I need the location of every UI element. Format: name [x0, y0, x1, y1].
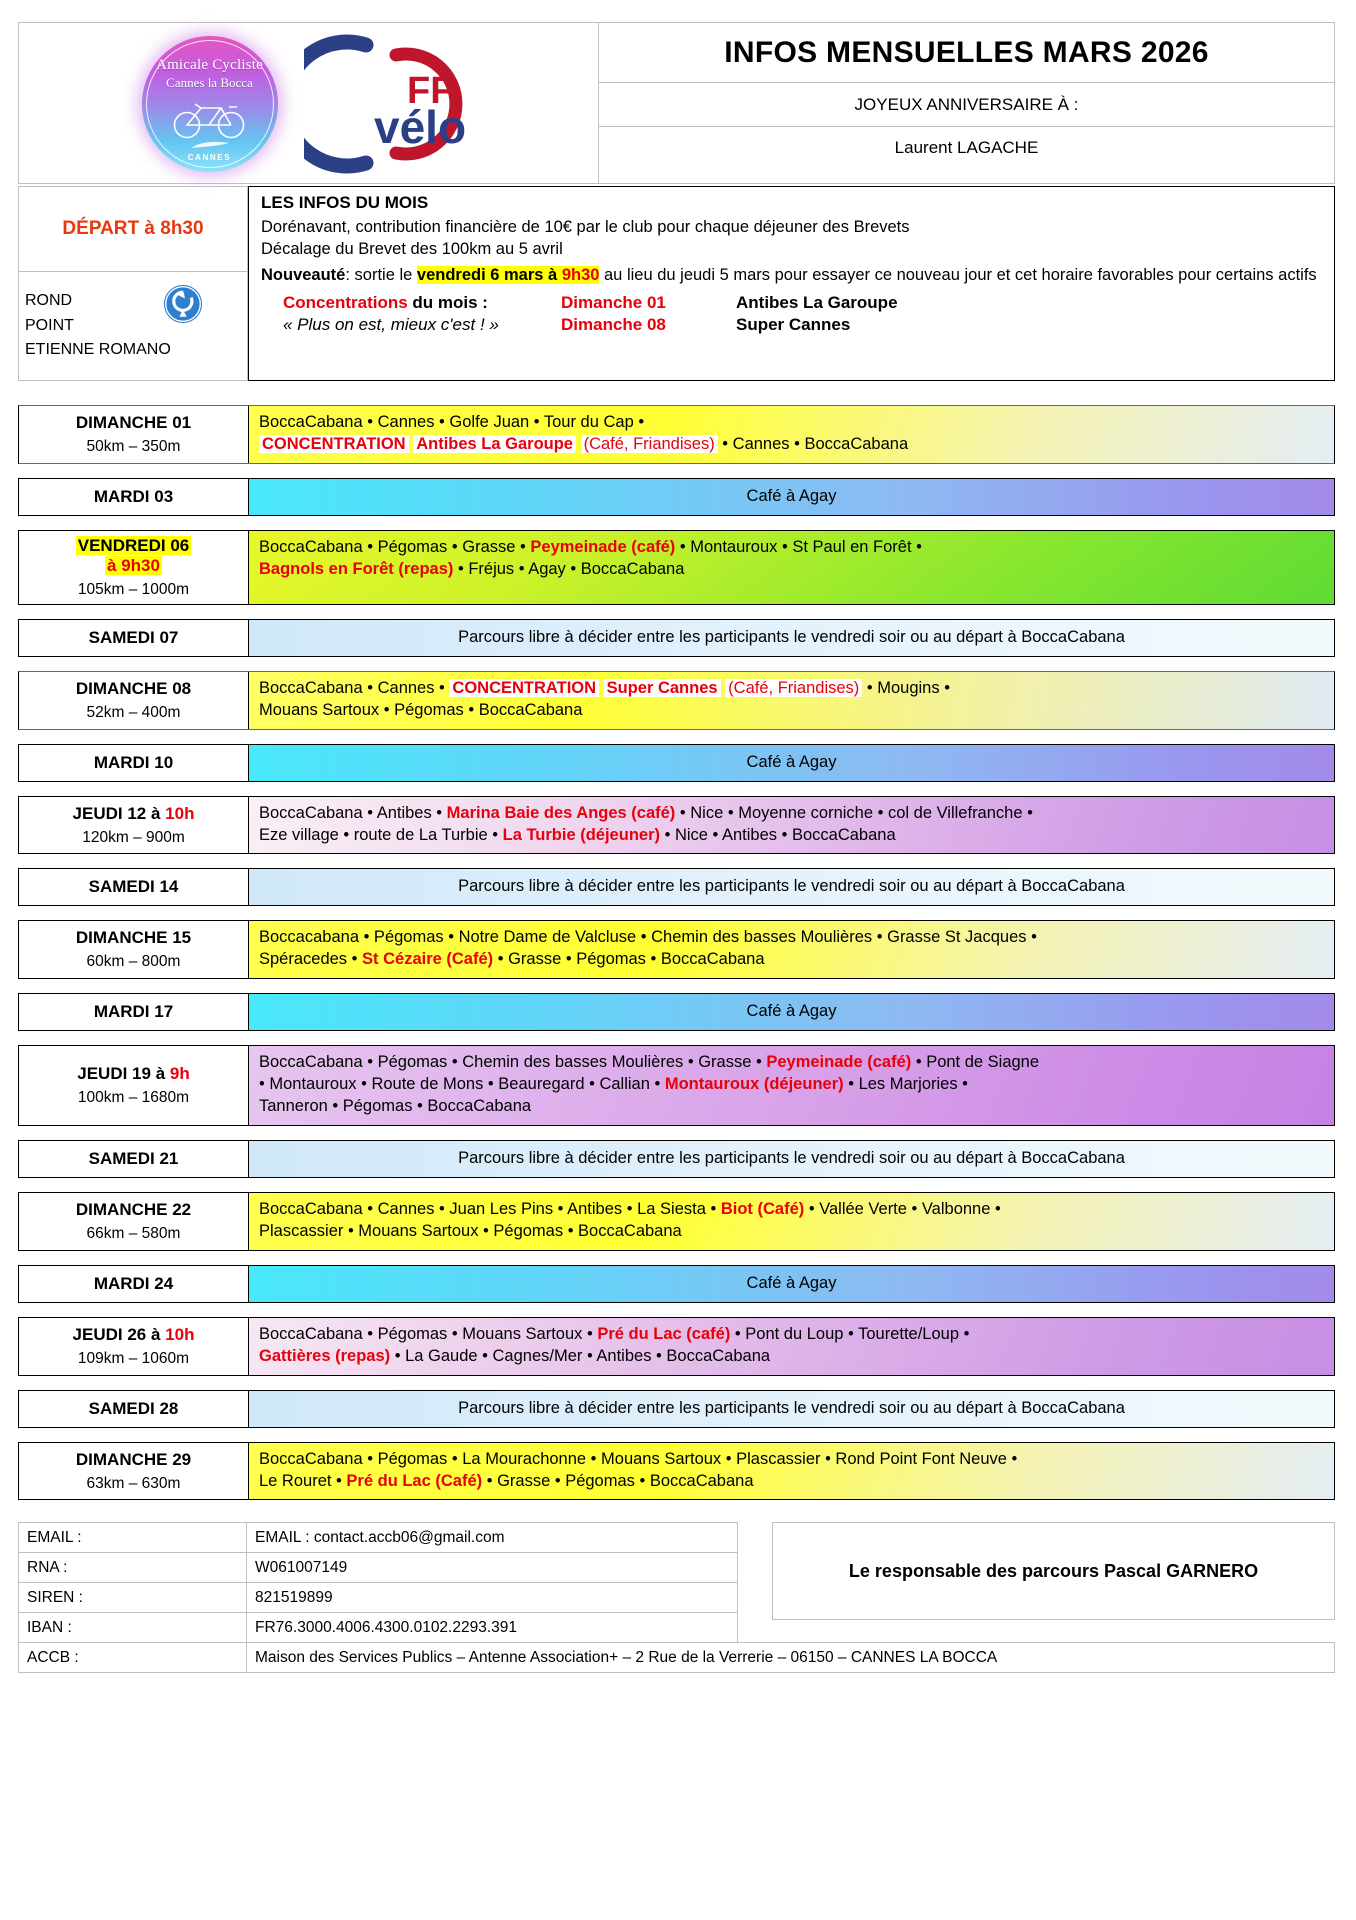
- day-name: JEUDI 26 à 10h: [72, 1324, 195, 1344]
- address-key: ACCB :: [19, 1643, 247, 1673]
- route-line: [259, 1199, 1326, 1221]
- route-line: [259, 537, 1326, 559]
- free-ride-text: Parcours libre à décider entre les participants le vendredi soir ou au départ à BoccaCabana: [458, 1149, 1125, 1167]
- depart-cell: [18, 186, 248, 272]
- day-name: DIMANCHE 08: [75, 678, 192, 698]
- row-separator: [18, 1376, 1335, 1390]
- schedule-row-day: [19, 869, 249, 905]
- route-segment: Mouans Sartoux • Pégomas • BoccaCabana: [259, 700, 583, 719]
- route-segment: BoccaCabana • Pégomas • Grasse •: [259, 537, 531, 556]
- birthday-label: JOYEUX ANNIVERSAIRE À :: [599, 83, 1334, 127]
- route-highlight-segment: Montauroux (déjeuner): [664, 1075, 844, 1094]
- day-name: DIMANCHE 15: [75, 928, 192, 948]
- route-line: [259, 803, 1326, 825]
- infos-line2: Décalage du Brevet des 100km au 5 avril: [261, 240, 563, 259]
- row-separator: [18, 605, 1335, 619]
- infos-line1: Dorénavant, contribution financière de 10€ par le club pour chaque déjeuner des Brevets: [261, 218, 910, 236]
- concentrations-table: [261, 292, 1324, 336]
- route-segment: BoccaCabana • Cannes • Juan Les Pins • Antibes • La Siesta •: [259, 1199, 721, 1218]
- contact-row: [19, 1553, 738, 1583]
- info-block: [18, 186, 1335, 381]
- row-separator: [18, 730, 1335, 744]
- schedule-row: [18, 993, 1335, 1031]
- row-separator: [18, 1178, 1335, 1192]
- route-segment: • Cannes • BoccaCabana: [717, 434, 909, 453]
- roundabout-icon: [163, 284, 203, 324]
- row-separator: [18, 906, 1335, 920]
- route-segment: BoccaCabana • Cannes • Golfe Juan • Tour du Cap •: [259, 413, 645, 431]
- route-highlight-segment: Antibes La Garoupe: [413, 435, 576, 453]
- day-name: MARDI 03: [93, 486, 174, 506]
- route-highlight-segment: Peymeinade (café): [766, 1053, 912, 1072]
- route-line: [259, 412, 1326, 434]
- schedule-row: [18, 796, 1335, 855]
- schedule-row-day: [19, 1391, 249, 1427]
- schedule-row-day: [19, 620, 249, 656]
- schedule-row-day: [19, 994, 249, 1030]
- day-name: MARDI 17: [93, 1002, 174, 1022]
- route-highlight-segment: Peymeinade (café): [530, 537, 676, 556]
- route-segment: Le Rouret •: [259, 1471, 347, 1490]
- route-highlight-segment: Gattières (repas): [259, 1346, 391, 1365]
- info-sidebar: [18, 186, 248, 381]
- route-line: [259, 1346, 1326, 1368]
- row-separator: [18, 854, 1335, 868]
- wing-icon: [189, 139, 231, 151]
- free-ride-text: Parcours libre à décider entre les participants le vendredi soir ou au départ à BoccaCabana: [458, 877, 1125, 896]
- ffvelo-ff-text: FF: [406, 70, 453, 112]
- route-line: [259, 678, 1326, 700]
- day-name: SAMEDI 28: [88, 1398, 179, 1418]
- route-highlight-segment: Biot (Café): [720, 1199, 805, 1218]
- day-distance: 63km – 630m: [86, 1474, 181, 1492]
- day-distance: 52km – 400m: [86, 703, 181, 721]
- nouveaute-text-mid: à: [543, 266, 562, 285]
- route-line: [259, 434, 1326, 456]
- schedule-row: [18, 1265, 1335, 1303]
- route-segment: • Pont de Siagne: [911, 1053, 1040, 1072]
- infos-du-mois-box: [248, 186, 1335, 381]
- rond-line3: ETIENNE ROMANO: [25, 341, 171, 359]
- schedule-row: [18, 478, 1335, 516]
- route-line: [259, 1221, 1326, 1243]
- day-name: MARDI 10: [93, 752, 174, 772]
- row-separator: [18, 1428, 1335, 1442]
- route-segment: BoccaCabana • Pégomas • La Mourachonne • Mouans Sartoux • Plascassier • Rond Point Font Neuve •: [259, 1449, 1018, 1468]
- row-separator: [18, 391, 1335, 405]
- schedule-row-description: [249, 479, 1334, 515]
- concentration-row: [261, 314, 1324, 336]
- route-highlight-segment: (Café, Friandises): [725, 679, 862, 697]
- concentrations-rest: du mois :: [407, 293, 488, 313]
- schedule-row-day: [19, 1266, 249, 1302]
- route-segment: • Montauroux • St Paul en Forêt •: [675, 537, 922, 556]
- birthday-name: Laurent LAGACHE: [894, 138, 1039, 157]
- route-line: [259, 825, 1326, 847]
- contact-key: RNA :: [19, 1553, 247, 1583]
- schedule-row: [18, 920, 1335, 979]
- responsable-box: Le responsable des parcours Pascal GARNERO: [772, 1522, 1335, 1620]
- row-separator: [18, 1031, 1335, 1045]
- day-name: SAMEDI 21: [88, 1148, 179, 1168]
- schedule-row-day: [19, 921, 249, 978]
- accb-logo-line3: CANNES: [187, 153, 232, 162]
- day-distance: 109km – 1060m: [77, 1349, 190, 1367]
- concentration-row: [261, 292, 1324, 314]
- day-distance: 50km – 350m: [86, 437, 181, 455]
- row-separator: [18, 1251, 1335, 1265]
- header-text-area: [599, 23, 1334, 183]
- day-distance: 60km – 800m: [86, 953, 181, 971]
- schedule-row-day: [19, 745, 249, 781]
- accb-logo-line2: Cannes la Bocca: [166, 75, 253, 90]
- document-header: [18, 22, 1335, 184]
- schedule-row-description: [249, 1443, 1334, 1500]
- bicycle-icon: [171, 95, 249, 139]
- nouveaute-highlight-time: 9h30: [561, 266, 600, 285]
- schedule-row-description: [249, 672, 1334, 729]
- route-line: [259, 1471, 1326, 1493]
- infos-nouveaute: [261, 264, 1324, 286]
- address-table: [18, 1642, 1335, 1673]
- day-distance: 66km – 580m: [86, 1224, 181, 1242]
- logo-area: [19, 23, 599, 183]
- row-separator: [18, 516, 1335, 530]
- day-name: DIMANCHE 01: [75, 412, 192, 432]
- route-line: [259, 1052, 1326, 1074]
- concentration-place-1: Super Cannes: [736, 315, 851, 335]
- day-name: DIMANCHE 29: [75, 1449, 192, 1469]
- concentrations-label: [261, 292, 561, 314]
- route-segment: Spéracedes •: [259, 950, 363, 969]
- route-segment: Tanneron • Pégomas • BoccaCabana: [259, 1097, 532, 1116]
- schedule-row-description: [249, 1391, 1334, 1427]
- day-name: SAMEDI 14: [88, 877, 179, 897]
- schedule-row-description: [249, 1141, 1334, 1177]
- route-segment: Plascassier • Mouans Sartoux • Pégomas • BoccaCabana: [259, 1221, 682, 1240]
- cafe-text: Café à Agay: [746, 486, 837, 505]
- schedule-row-day: [19, 1318, 249, 1375]
- route-segment: BoccaCabana • Pégomas • Chemin des basses Moulières • Grasse •: [259, 1053, 767, 1072]
- schedule-row: [18, 1140, 1335, 1178]
- route-highlight-segment: St Cézaire (Café): [362, 950, 494, 969]
- address-value: Maison des Services Publics – Antenne Association+ – 2 Rue de la Verrerie – 06150 – CANNES LA BOCCA: [247, 1643, 1335, 1673]
- route-line: [259, 1096, 1326, 1118]
- contact-key: SIREN :: [19, 1583, 247, 1613]
- schedule-row-description: [249, 1046, 1334, 1125]
- route-highlight-segment: Pré du Lac (Café): [346, 1471, 483, 1490]
- schedule-row-description: [249, 1193, 1334, 1250]
- route-segment: [599, 679, 604, 697]
- schedule-row-day: [19, 1443, 249, 1500]
- route-segment: • Mougins •: [862, 678, 950, 697]
- day-name: SAMEDI 07: [88, 627, 179, 647]
- route-segment: BoccaCabana • Cannes •: [259, 678, 450, 697]
- contact-table: [18, 1522, 738, 1643]
- route-segment: • Pont du Loup • Tourette/Loup •: [730, 1324, 970, 1343]
- ffvelo-velo-text: vélo: [373, 101, 466, 153]
- route-highlight-segment: Bagnols en Forêt (repas): [259, 559, 454, 578]
- schedule-row-day: [19, 672, 249, 729]
- address-row: [19, 1643, 1335, 1673]
- route-highlight-segment: CONCENTRATION: [449, 679, 599, 697]
- schedule-row-description: [249, 1266, 1334, 1302]
- contact-value: 821519899: [247, 1583, 738, 1613]
- schedule-row-day: [19, 531, 249, 604]
- route-line: [259, 559, 1326, 581]
- schedule-row: [18, 1192, 1335, 1251]
- rond-point-cell: [18, 272, 248, 381]
- concentration-date-0: Dimanche 01: [561, 293, 666, 313]
- route-line: [259, 700, 1326, 722]
- route-segment: Eze village • route de La Turbie •: [259, 825, 503, 844]
- route-segment: • Nice • Antibes • BoccaCabana: [660, 825, 896, 844]
- cafe-text: Café à Agay: [746, 1002, 837, 1021]
- schedule-row-day: [19, 797, 249, 854]
- route-segment: • Grasse • Pégomas • BoccaCabana: [493, 950, 765, 969]
- nouveaute-text-b: au lieu du jeudi 5 mars pour essayer ce nouveau jour et cet horaire favorables pour certains actifs: [599, 266, 1317, 285]
- rond-line1: ROND: [25, 291, 73, 309]
- depart-label: DÉPART à 8h30: [62, 218, 204, 239]
- row-separator: [18, 979, 1335, 993]
- route-segment: BoccaCabana • Antibes •: [259, 803, 447, 822]
- route-highlight-segment: La Turbie (déjeuner): [502, 825, 660, 844]
- schedule-row: [18, 619, 1335, 657]
- concentrations-word: Concentrations: [283, 293, 408, 313]
- schedule-row-day: [19, 1193, 249, 1250]
- route-segment: • Montauroux • Route de Mons • Beauregard • Callian •: [259, 1075, 665, 1094]
- route-segment: • Fréjus • Agay • BoccaCabana: [453, 559, 685, 578]
- schedule-row: [18, 868, 1335, 906]
- day-name: VENDREDI 06: [77, 535, 190, 555]
- contact-row: [19, 1523, 738, 1553]
- route-segment: • Vallée Verte • Valbonne •: [804, 1199, 1001, 1218]
- concentration-place-0: Antibes La Garoupe: [736, 293, 898, 313]
- route-line: [259, 949, 1326, 971]
- row-separator: [18, 657, 1335, 671]
- schedule-row-day: [19, 406, 249, 463]
- schedule-row-description: [249, 745, 1334, 781]
- schedule-row: [18, 744, 1335, 782]
- schedule-row-description: [249, 921, 1334, 978]
- contact-key: IBAN :: [19, 1613, 247, 1643]
- route-line: [259, 927, 1326, 949]
- day-distance: 100km – 1680m: [77, 1089, 190, 1107]
- schedule-row: [18, 1045, 1335, 1126]
- infos-title: LES INFOS DU MOIS: [261, 193, 429, 212]
- route-segment: • Les Marjories •: [843, 1075, 968, 1094]
- schedule-row-day: [19, 479, 249, 515]
- schedule-table: [18, 391, 1335, 1500]
- route-highlight-segment: (Café, Friandises): [581, 435, 718, 453]
- schedule-row: [18, 671, 1335, 730]
- schedule-row-description: [249, 994, 1334, 1030]
- concentrations-quote: « Plus on est, mieux c'est ! »: [283, 315, 499, 335]
- row-separator: [18, 1126, 1335, 1140]
- row-separator: [18, 464, 1335, 478]
- schedule-row: [18, 1442, 1335, 1501]
- rond-line2: POINT: [25, 316, 74, 334]
- day-name: DIMANCHE 22: [75, 1199, 192, 1219]
- page-title: INFOS MENSUELLES MARS 2026: [599, 23, 1334, 83]
- schedule-row-description: [249, 531, 1334, 604]
- schedule-row-description: [249, 620, 1334, 656]
- free-ride-text: Parcours libre à décider entre les participants le vendredi soir ou au départ à BoccaCabana: [458, 1398, 1125, 1417]
- row-separator: [18, 1303, 1335, 1317]
- schedule-row-description: [249, 869, 1334, 905]
- route-line: [259, 1074, 1326, 1096]
- cafe-text: Café à Agay: [746, 1273, 837, 1292]
- schedule-row: [18, 1317, 1335, 1376]
- nouveaute-highlight-date: vendredi 6 mars: [416, 266, 544, 285]
- schedule-row-day: [19, 1141, 249, 1177]
- cafe-text: Café à Agay: [746, 752, 837, 771]
- nouveaute-text-a: : sortie le: [345, 266, 417, 285]
- route-segment: • Grasse • Pégomas • BoccaCabana: [482, 1471, 754, 1490]
- nouveaute-label: Nouveauté: [261, 266, 346, 285]
- schedule-row: [18, 405, 1335, 464]
- route-highlight-segment: Marina Baie des Anges (café): [446, 803, 676, 822]
- day-distance: 120km – 900m: [82, 828, 185, 846]
- day-distance: 105km – 1000m: [77, 580, 190, 598]
- free-ride-text: Parcours libre à décider entre les participants le vendredi soir ou au départ à BoccaCabana: [458, 627, 1125, 646]
- contact-key: EMAIL :: [19, 1523, 247, 1553]
- day-name: JEUDI 12 à 10h: [72, 803, 195, 823]
- schedule-row: [18, 530, 1335, 605]
- route-highlight-segment: CONCENTRATION: [259, 435, 409, 453]
- route-highlight-segment: Pré du Lac (café): [597, 1324, 731, 1343]
- contact-row: [19, 1583, 738, 1613]
- contact-row: [19, 1613, 738, 1643]
- route-line: [259, 1449, 1326, 1471]
- day-time: à 9h30: [107, 555, 160, 575]
- route-segment: Boccacabana • Pégomas • Notre Dame de Valcluse • Chemin des basses Moulières • Grasse St Jacques •: [259, 928, 1037, 947]
- schedule-row-day: [19, 1046, 249, 1125]
- route-segment: BoccaCabana • Pégomas • Mouans Sartoux •: [259, 1324, 598, 1343]
- concentration-date-1: Dimanche 08: [561, 315, 666, 335]
- schedule-row: [18, 1390, 1335, 1428]
- document-footer: [18, 1522, 1335, 1643]
- route-segment: • Nice • Moyenne corniche • col de Villefranche •: [675, 803, 1033, 822]
- accb-logo-line1: Amicale Cycliste: [156, 57, 263, 73]
- route-segment: [576, 435, 581, 453]
- contact-value: FR76.3000.4006.4300.0102.2293.391: [247, 1613, 738, 1643]
- row-separator: [18, 782, 1335, 796]
- schedule-row-description: [249, 406, 1334, 463]
- route-segment: • La Gaude • Cagnes/Mer • Antibes • BoccaCabana: [390, 1346, 771, 1365]
- schedule-row-description: [249, 1318, 1334, 1375]
- schedule-row-description: [249, 797, 1334, 854]
- ffvelo-logo: [304, 31, 476, 177]
- accb-club-logo: [142, 36, 278, 172]
- route-highlight-segment: Super Cannes: [604, 679, 721, 697]
- day-name: MARDI 24: [93, 1273, 174, 1293]
- contact-value: W061007149: [247, 1553, 738, 1583]
- day-name: JEUDI 19 à 9h: [77, 1064, 190, 1084]
- contact-value: EMAIL : contact.accb06@gmail.com: [247, 1523, 738, 1553]
- route-line: [259, 1324, 1326, 1346]
